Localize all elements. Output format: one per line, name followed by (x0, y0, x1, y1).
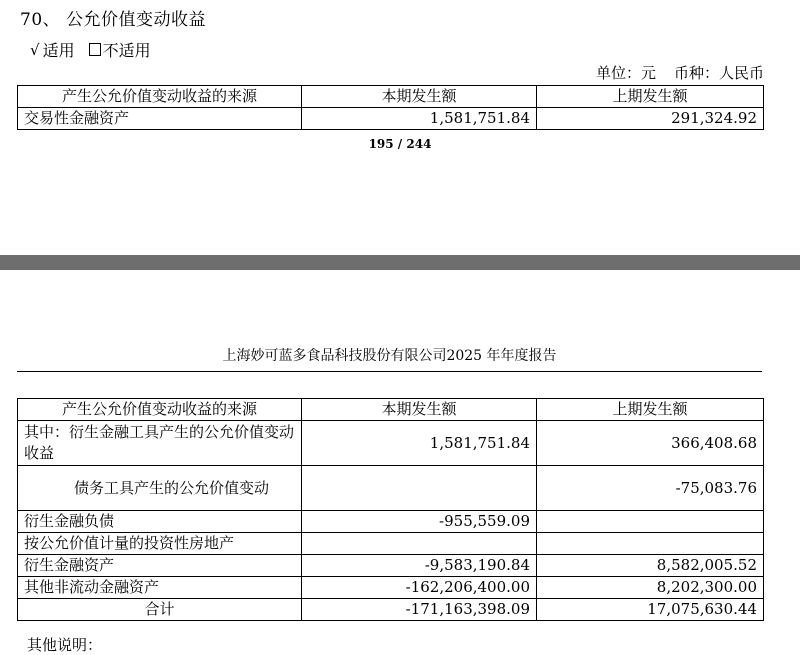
row-prior: -75,083.76 (537, 466, 764, 511)
row-prior: 8,582,005.52 (537, 555, 764, 577)
table-row (18, 511, 764, 533)
section-heading: 70、 公允价值变动收益 (20, 10, 207, 30)
row-current (302, 466, 537, 511)
row-source: 其他非流动金融资产 (18, 577, 302, 599)
header-current-period: 本期发生额 (302, 399, 537, 421)
checkmark-icon: √ (30, 40, 40, 59)
table-header-row (18, 86, 764, 108)
row-current: -955,559.09 (302, 511, 537, 533)
row-current: 1,581,751.84 (302, 108, 537, 130)
table-total-row (18, 599, 764, 621)
table-row (18, 466, 764, 511)
row-current (302, 533, 537, 555)
row-source: 衍生金融资产 (18, 555, 302, 577)
applicable-label: 适用 (42, 41, 75, 60)
row-prior: 8,202,300.00 (537, 577, 764, 599)
header-prior-period: 上期发生额 (537, 86, 764, 108)
other-notes-label: 其他说明： (27, 636, 103, 654)
row-prior (537, 533, 764, 555)
table-header-row (18, 399, 764, 421)
table-row (18, 533, 764, 555)
unit-label: 单位：元 (595, 64, 656, 82)
row-current: -162,206,400.00 (302, 577, 537, 599)
row-current: -171,163,398.09 (302, 599, 537, 621)
row-prior (537, 511, 764, 533)
table-row (18, 108, 764, 130)
row-source: 交易性金融资产 (18, 108, 302, 130)
header-current-period: 本期发生额 (302, 86, 537, 108)
table-row (18, 555, 764, 577)
row-current: 1,581,751.84 (302, 421, 537, 466)
page-upper (0, 0, 800, 255)
row-source: 其中：衍生金融工具产生的公允价值变动收益 (18, 421, 302, 466)
table-row (18, 421, 764, 466)
page-divider (0, 255, 800, 270)
fair-value-table-top (17, 85, 764, 130)
row-source: 债务工具产生的公允价值变动 (18, 466, 302, 511)
running-header: 上海妙可蓝多食品科技股份有限公司2025 年年度报告 (17, 345, 762, 372)
not-applicable-label: 不适用 (102, 41, 151, 60)
page-number: 195 / 244 (368, 137, 432, 151)
row-source: 衍生金融负债 (18, 511, 302, 533)
empty-checkbox-icon (89, 43, 101, 56)
applicability-selector (30, 38, 151, 61)
currency-label: 币种：人民币 (673, 64, 764, 82)
fair-value-table-bottom (17, 398, 764, 621)
row-prior: 17,075,630.44 (537, 599, 764, 621)
row-source: 合计 (18, 599, 302, 621)
row-source: 按公允价值计量的投资性房地产 (18, 533, 302, 555)
header-source: 产生公允价值变动收益的来源 (18, 86, 302, 108)
header-source: 产生公允价值变动收益的来源 (18, 399, 302, 421)
table-row (18, 577, 764, 599)
unit-line (596, 62, 764, 83)
row-prior: 291,324.92 (537, 108, 764, 130)
row-current: -9,583,190.84 (302, 555, 537, 577)
header-prior-period: 上期发生额 (537, 399, 764, 421)
row-prior: 366,408.68 (537, 421, 764, 466)
